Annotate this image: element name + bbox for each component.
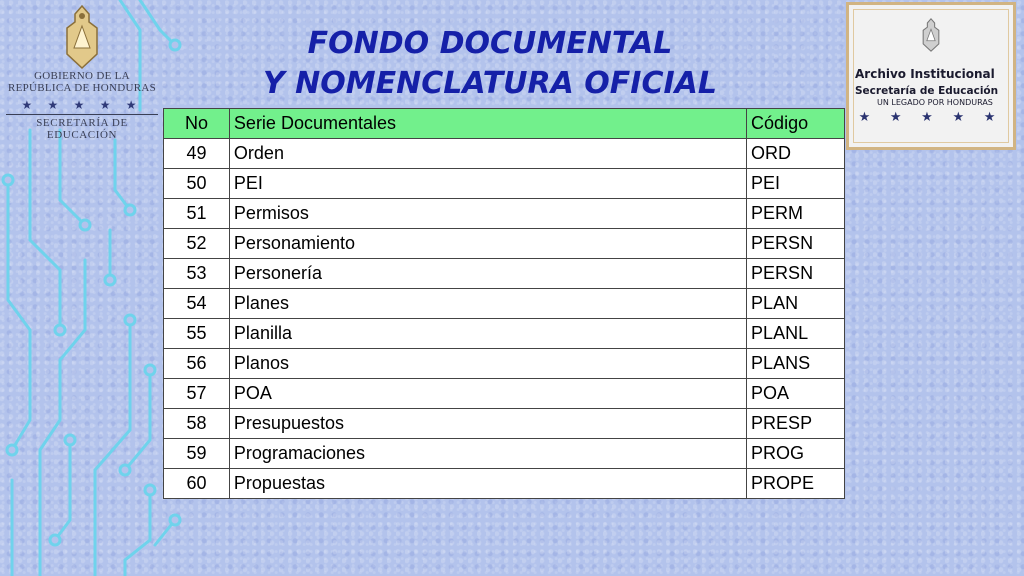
- title-line-1: FONDO DOCUMENTAL: [307, 26, 673, 61]
- cell-no: 60: [164, 469, 230, 499]
- cell-no: 51: [164, 199, 230, 229]
- cell-serie: Planes: [229, 289, 746, 319]
- cell-no: 52: [164, 229, 230, 259]
- cell-no: 49: [164, 139, 230, 169]
- cell-no: 53: [164, 259, 230, 289]
- table-row: [164, 169, 845, 199]
- cell-serie: Programaciones: [229, 439, 746, 469]
- nomenclature-table: [163, 108, 845, 499]
- header-codigo: Código: [747, 109, 845, 139]
- title-line-2: Y NOMENCLATURA OFICIAL: [263, 66, 717, 101]
- header-no: No: [164, 109, 230, 139]
- header-serie: Serie Documentales: [229, 109, 746, 139]
- cell-codigo: PERSN: [747, 229, 845, 259]
- cell-no: 59: [164, 439, 230, 469]
- cell-no: 54: [164, 289, 230, 319]
- cell-no: 58: [164, 409, 230, 439]
- cell-no: 56: [164, 349, 230, 379]
- cell-serie: Personería: [229, 259, 746, 289]
- cell-codigo: PROPE: [747, 469, 845, 499]
- cell-codigo: PEI: [747, 169, 845, 199]
- government-logo: [6, 4, 158, 140]
- table-row: [164, 289, 845, 319]
- cell-codigo: POA: [747, 379, 845, 409]
- cell-codigo: PLANS: [747, 349, 845, 379]
- cell-serie: Presupuestos: [229, 409, 746, 439]
- archive-name: Archivo Institucional: [855, 67, 995, 81]
- cell-serie: Permisos: [229, 199, 746, 229]
- cell-serie: POA: [229, 379, 746, 409]
- table-row: [164, 409, 845, 439]
- government-line-2: REPÚBLICA DE HONDURAS: [7, 82, 157, 94]
- cell-serie: Propuestas: [229, 469, 746, 499]
- cell-serie: PEI: [229, 169, 746, 199]
- table-row: [164, 199, 845, 229]
- archive-logo: [846, 2, 1016, 150]
- cell-no: 50: [164, 169, 230, 199]
- cell-codigo: PLAN: [747, 289, 845, 319]
- cell-codigo: PERM: [747, 199, 845, 229]
- table-row: [164, 469, 845, 499]
- cell-serie: Planilla: [229, 319, 746, 349]
- table-row: [164, 349, 845, 379]
- cell-no: 57: [164, 379, 230, 409]
- cell-codigo: PLANL: [747, 319, 845, 349]
- cell-codigo: PROG: [747, 439, 845, 469]
- coat-of-arms-icon: [59, 4, 105, 70]
- table-row: [164, 139, 845, 169]
- page-title: [220, 24, 760, 104]
- stars-icon: ★ ★ ★ ★ ★: [21, 98, 143, 112]
- table-row: [164, 229, 845, 259]
- archive-legado: UN LEGADO POR HONDURAS: [877, 98, 993, 107]
- secretaria-label: SECRETARÍA DE EDUCACIÓN: [6, 114, 158, 141]
- archive-secretaria: Secretaría de Educación: [855, 85, 999, 97]
- cell-codigo: PRESP: [747, 409, 845, 439]
- cell-serie: Planos: [229, 349, 746, 379]
- cell-codigo: ORD: [747, 139, 845, 169]
- cell-no: 55: [164, 319, 230, 349]
- cell-serie: Personamiento: [229, 229, 746, 259]
- table-row: [164, 319, 845, 349]
- table-header-row: [164, 109, 845, 139]
- table-row: [164, 259, 845, 289]
- stars-icon: ★ ★ ★ ★ ★: [858, 109, 1004, 124]
- cell-codigo: PERSN: [747, 259, 845, 289]
- table-row: [164, 379, 845, 409]
- coat-of-arms-icon: [919, 17, 943, 53]
- cell-serie: Orden: [229, 139, 746, 169]
- government-line-1: GOBIERNO DE LA: [34, 70, 130, 82]
- table-row: [164, 439, 845, 469]
